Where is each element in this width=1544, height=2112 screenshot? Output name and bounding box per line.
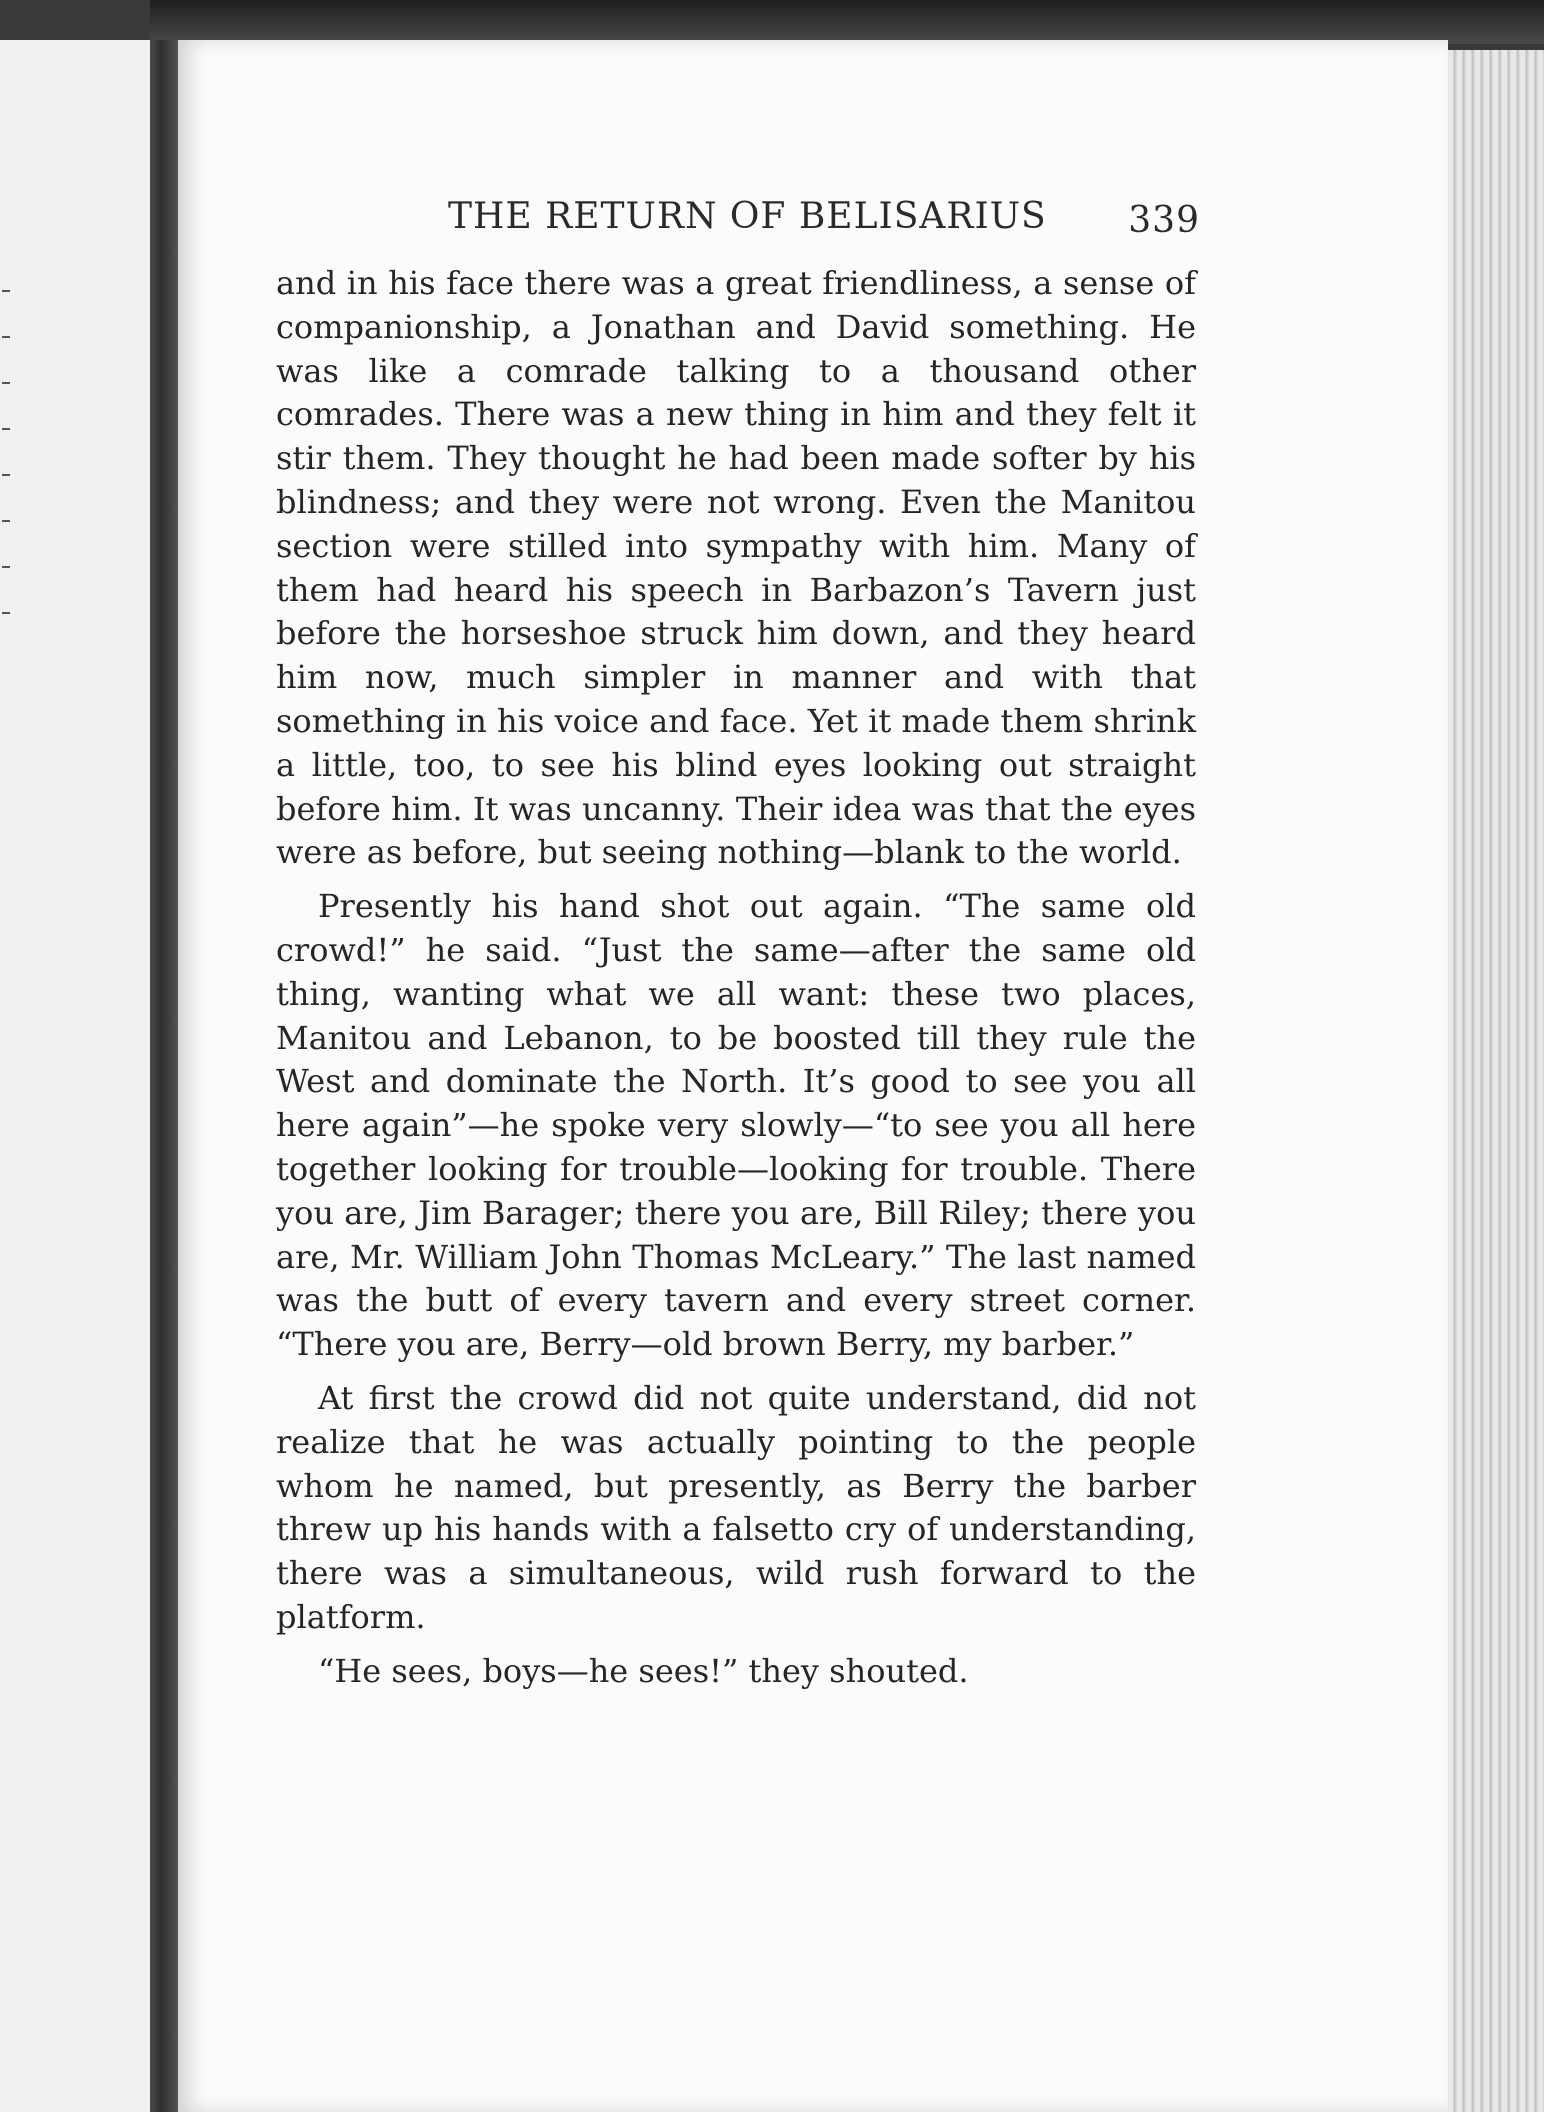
page-edges	[1448, 50, 1544, 2112]
top-shadow	[150, 0, 1544, 44]
paragraph-2: Presently his hand shot out again. “The same old crowd!” he said. “Just the same—after the same old thing, wanting what we all want: these two places, Manitou and Lebanon, to be boosted till they rule the West and dominate the North. It’s good to see you all here again”—he spoke very slowly—“to see you all here together looking for trouble—looking for trouble. There you are, Jim Barager; there you are, Bill Riley; there you are, Mr. William John Thomas McLeary.” The last named was the butt of every tavern and every street corner. “There you are, Berry—old brown Berry, my barber.”	[276, 887, 1196, 1364]
body-text	[276, 262, 1196, 1694]
paragraph-3: At first the crowd did not quite understand, did not realize that he was actually pointing to the people whom he named, but presently, as Berry the barber threw up his hands with a falsetto cry of understanding, there was a simultaneous, wild rush forward to the platform.	[276, 1378, 1196, 1636]
running-head-title: THE RETURN OF BELISARIUS	[448, 196, 1047, 237]
page-number: 339	[1128, 200, 1200, 241]
paragraph-4: “He sees, boys—he sees!” they shouted.	[318, 1651, 969, 1690]
running-head	[448, 196, 1200, 252]
paragraph-1: and in his face there was a great friendliness, a sense of companionship, a Jonathan and David something. He was like a comrade talking to a thousand other comrades. There was a new thing in him and they felt it stir them. They thought he had been made softer by his blindness; and they were not wrong. Even the Manitou section were stilled into sympathy with him. Many of them had heard his speech in Barbazon’s Tavern just before the horseshoe struck him down, and they heard him now, much simpler in manner and with that something in his voice and face. Yet it made them shrink a little, too, to see his blind eyes looking out straight before him. It was uncanny. Their idea was that the eyes were as before, but seeing nothing—blank to the world.	[276, 264, 1196, 872]
left-page-text-fragments	[2, 290, 16, 710]
book-spine	[150, 40, 178, 2112]
left-page-edge	[0, 40, 151, 2112]
